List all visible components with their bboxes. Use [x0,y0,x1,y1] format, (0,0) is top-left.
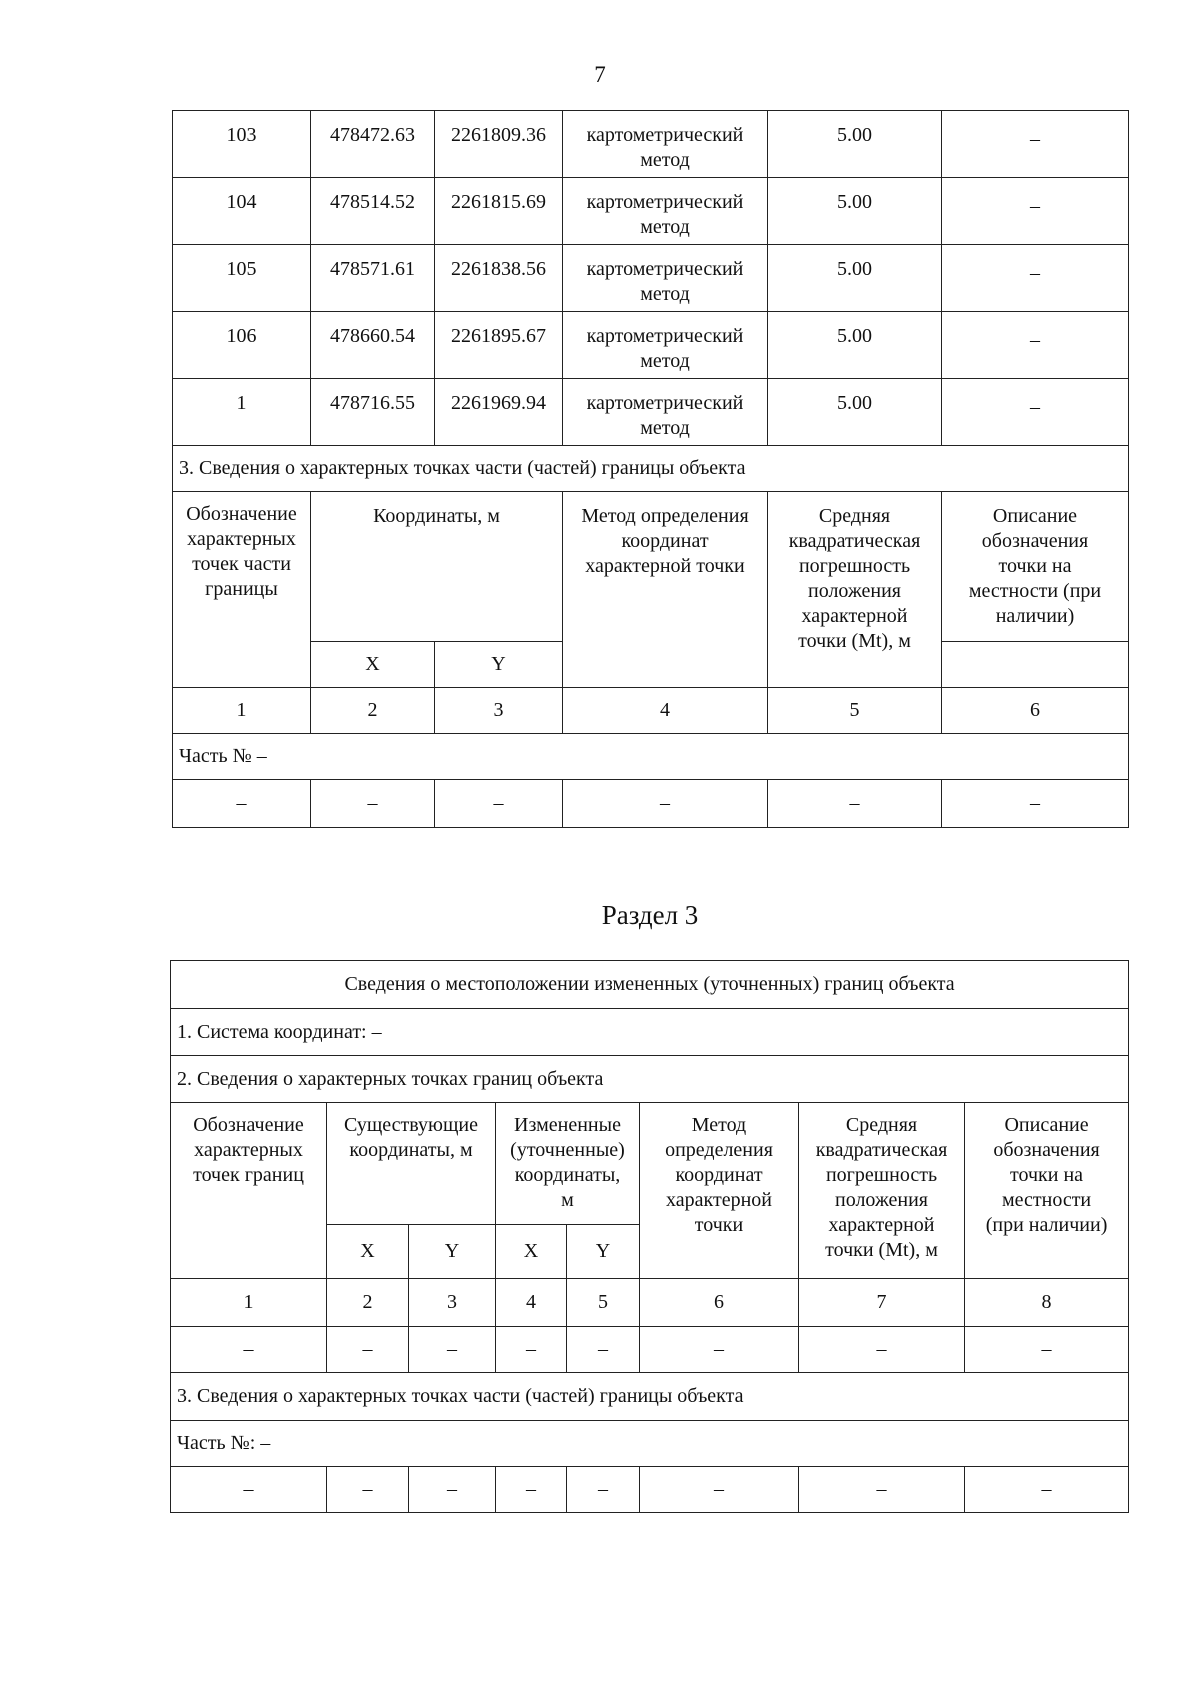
point-cell: 105 [173,245,311,312]
empty-cell: – [799,1467,965,1513]
header-method [563,492,768,688]
empty-row [173,780,1129,828]
header-line: обозначения [993,1139,1100,1161]
column-number: 1 [173,688,311,734]
header-line: (при наличии) [985,1214,1108,1236]
header-line: координат [621,530,709,552]
header-line: Обозначение [193,1114,304,1136]
header-line: точки [694,1214,744,1236]
empty-cell: – [640,1467,799,1513]
x-cell: 478660.54 [311,312,435,379]
empty-cell: – [640,1327,799,1373]
method-line: картометрический [586,124,744,146]
empty-cell: – [496,1327,567,1373]
table-title: Сведения о местоположении измененных (уточненных) границ объекта [171,961,1129,1009]
table-row [173,111,1129,178]
header-x: X [311,642,435,688]
header-line: м [561,1189,574,1211]
point-cell: 104 [173,178,311,245]
empty-cell: – [173,780,311,828]
changed-boundaries-table [170,960,1129,1513]
header-y: Y [435,642,563,688]
x-cell: 478571.61 [311,245,435,312]
y-cell: 2261969.94 [435,379,563,446]
header-existing-y: Y [409,1225,496,1279]
header-line: положения [808,580,901,602]
header-line: Существующие [344,1114,478,1136]
header-line: координат [675,1164,763,1186]
empty-cell: – [567,1467,640,1513]
method-line: метод [640,417,690,439]
column-number: 4 [563,688,768,734]
accuracy-cell: 5.00 [768,245,942,312]
method-line: метод [640,283,690,305]
accuracy-cell: 5.00 [768,178,942,245]
subsection-2-title: 2. Сведения о характерных точках границ объекта [171,1056,1129,1103]
header-line: характерной [801,605,908,627]
column-number: 6 [942,688,1129,734]
x-cell: 478472.63 [311,111,435,178]
subsection-title: 3. Сведения о характерных точках части (частей) границы объекта [173,446,1129,492]
point-cell: 1 [173,379,311,446]
header-line: местности [1001,1189,1092,1211]
header-line: обозначения [981,530,1089,552]
empty-cell: – [435,780,563,828]
empty-cell: – [965,1327,1129,1373]
empty-cell: – [563,780,768,828]
empty-cell: – [768,780,942,828]
header-line: погрешность [825,1164,938,1186]
empty-cell: – [409,1467,496,1513]
method-line: картометрический [586,258,744,280]
header-existing-x: X [327,1225,409,1279]
header-line: Средняя [818,505,891,527]
header-line: точки (Mt), м [798,630,911,652]
header-method [640,1103,799,1279]
header-line: Средняя [845,1114,918,1136]
point-cell: 103 [173,111,311,178]
header-line: точки на [998,555,1072,577]
part-label: Часть №: – [171,1421,1129,1467]
method-line: картометрический [586,392,744,414]
table-row [173,312,1129,379]
header-line: Метод [691,1114,747,1136]
description-cell: – [942,111,1129,178]
header-line: Описание [1004,1114,1089,1136]
header-changed-x: X [496,1225,567,1279]
accuracy-cell: 5.00 [768,312,942,379]
header-line: погрешность [798,555,911,577]
y-cell: 2261895.67 [435,312,563,379]
header-line: наличии) [995,605,1075,627]
header-designation [171,1103,327,1279]
point-cell: 106 [173,312,311,379]
column-numbers-row [173,688,1129,734]
header-line: точки на [1010,1164,1084,1186]
table-row [173,245,1129,312]
coord-system: 1. Система координат: – [171,1009,1129,1056]
accuracy-cell: 5.00 [768,111,942,178]
empty-cell: – [171,1467,327,1513]
method-cell [563,178,768,245]
header-line: границы [205,578,278,600]
column-number: 3 [435,688,563,734]
table-row [173,379,1129,446]
accuracy-cell: 5.00 [768,379,942,446]
description-cell: – [942,312,1129,379]
empty-cell: – [496,1467,567,1513]
x-cell: 478716.55 [311,379,435,446]
header-line: характерных [194,1139,303,1161]
method-line: метод [640,149,690,171]
column-number: 6 [640,1279,799,1327]
empty-cell: – [942,780,1129,828]
column-number: 5 [567,1279,640,1327]
method-cell [563,379,768,446]
column-number: 7 [799,1279,965,1327]
header-designation [173,492,311,688]
method-line: метод [640,350,690,372]
header-description [942,492,1129,642]
empty-cell: – [965,1467,1129,1513]
empty-cell: – [171,1327,327,1373]
header-line: определения [665,1139,773,1161]
empty-cell: – [799,1327,965,1373]
header-line: квадратическая [788,530,921,552]
column-number: 4 [496,1279,567,1327]
header-line: Обозначение [186,503,297,525]
method-line: метод [640,216,690,238]
header-line: (уточненные) [510,1139,625,1161]
header-line: местности (при [968,580,1102,602]
header-line: координаты, [514,1164,621,1186]
method-cell [563,245,768,312]
empty-cell: – [327,1327,409,1373]
header-line: характерной точки [585,555,745,577]
column-number: 5 [768,688,942,734]
header-changed [496,1103,640,1225]
header-description-blank [942,642,1129,688]
header-line: квадратическая [815,1139,948,1161]
column-numbers-row [171,1279,1129,1327]
empty-row [171,1327,1129,1373]
description-cell: – [942,178,1129,245]
table-row [173,178,1129,245]
empty-row [171,1467,1129,1513]
description-cell: – [942,245,1129,312]
header-line: характерных [187,528,296,550]
empty-cell: – [327,1467,409,1513]
header-line: точек границ [193,1164,304,1186]
empty-cell: – [409,1327,496,1373]
part-label: Часть № – [173,734,1129,780]
header-line: координаты, м [349,1139,473,1161]
header-line: точек части [192,553,291,575]
column-number: 2 [311,688,435,734]
x-cell: 478514.52 [311,178,435,245]
page-number: 7 [594,62,606,87]
header-coordinates: Координаты, м [311,492,563,642]
header-line: Описание [992,505,1078,527]
method-line: картометрический [586,191,744,213]
column-number: 8 [965,1279,1129,1327]
header-line: точки (Mt), м [825,1239,938,1261]
method-cell [563,312,768,379]
empty-cell: – [311,780,435,828]
header-accuracy [768,492,942,688]
column-number: 2 [327,1279,409,1327]
subsection-3-title: 3. Сведения о характерных точках части (частей) границы объекта [171,1373,1129,1421]
header-accuracy [799,1103,965,1279]
column-number: 3 [409,1279,496,1327]
header-line: Измененные [514,1114,621,1136]
method-line: картометрический [586,325,744,347]
header-changed-y: Y [567,1225,640,1279]
empty-cell: – [567,1327,640,1373]
y-cell: 2261815.69 [435,178,563,245]
header-line: характерной [666,1189,772,1211]
y-cell: 2261809.36 [435,111,563,178]
header-existing [327,1103,496,1225]
header-description [965,1103,1129,1279]
header-line: характерной [828,1214,935,1236]
section-title: Раздел 3 [601,900,699,930]
boundary-points-table [172,110,1129,828]
header-line: положения [835,1189,928,1211]
method-cell [563,111,768,178]
column-number: 1 [171,1279,327,1327]
y-cell: 2261838.56 [435,245,563,312]
header-line: Метод определения [581,505,749,527]
description-cell: – [942,379,1129,446]
